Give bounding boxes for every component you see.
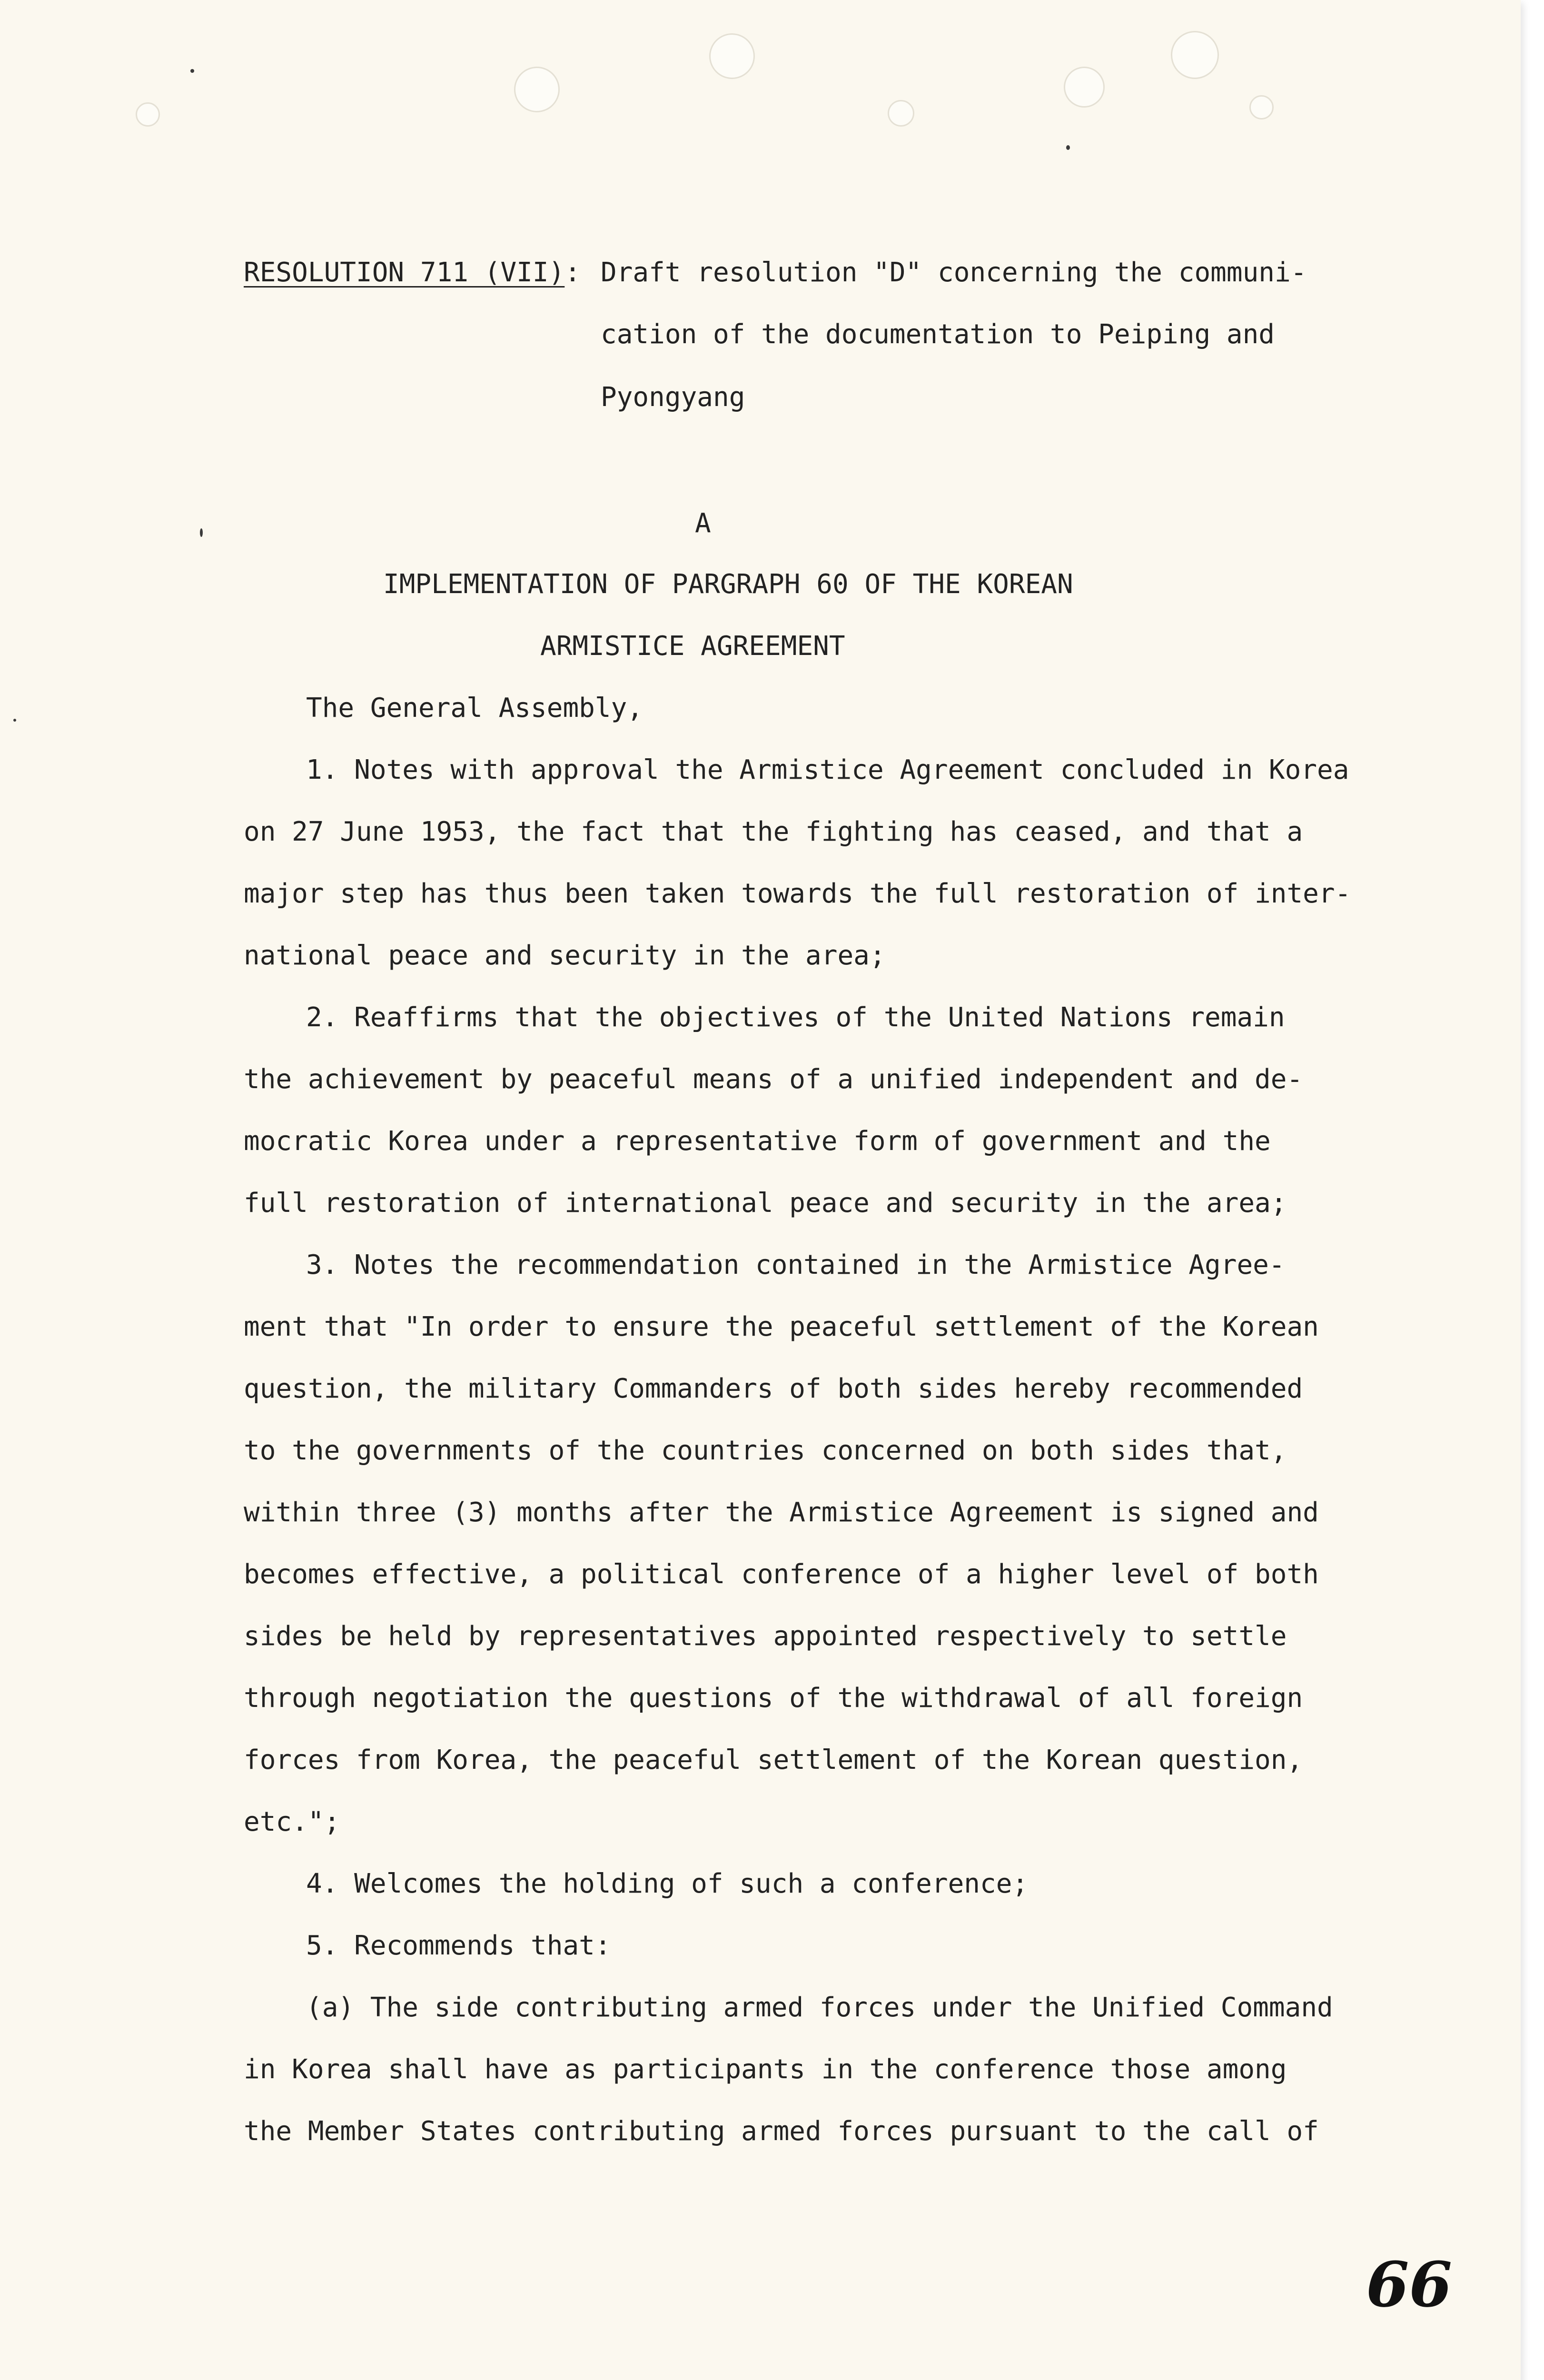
paragraph-line: 1. Notes with approval the Armistice Agreement concluded in Korea — [306, 754, 1349, 785]
paragraph-line: forces from Korea, the peaceful settlement of the Korean question, — [244, 1745, 1303, 1775]
paragraph-line: the Member States contributing armed forces pursuant to the call of — [244, 2116, 1319, 2147]
paragraph-line: (a) The side contributing armed forces under the Unified Command — [306, 1992, 1333, 2023]
resolution-title-line: cation of the documentation to Peiping and — [601, 319, 1275, 350]
paragraph-line: in Korea shall have as participants in the conference those among — [244, 2054, 1287, 2085]
paragraph-line: sides be held by representatives appointed respectively to settle — [244, 1621, 1287, 1652]
paragraph-line: etc."; — [244, 1806, 340, 1837]
paragraph-line: 2. Reaffirms that the objectives of the United Nations remain — [306, 1002, 1285, 1033]
paragraph-line: to the governments of the countries concerned on both sides that, — [244, 1435, 1287, 1466]
page-number: 66 — [1366, 2248, 1452, 2321]
preamble: The General Assembly, — [306, 693, 643, 724]
paragraph-line: question, the military Commanders of both sides hereby recommended — [244, 1373, 1303, 1404]
paragraph-line: on 27 June 1953, the fact that the fighting has ceased, and that a — [244, 816, 1303, 847]
paragraph-line: through negotiation the questions of the withdrawal of all foreign — [244, 1683, 1303, 1714]
resolution-label: RESOLUTION 711 (VII) — [244, 257, 565, 288]
paragraph-line: 3. Notes the recommendation contained in the Armistice Agree- — [306, 1250, 1285, 1280]
paragraph-line: full restoration of international peace and security in the area; — [244, 1188, 1287, 1219]
paragraph-line: becomes effective, a political conference of a higher level of both — [244, 1559, 1319, 1590]
paragraph-line: ment that "In order to ensure the peaceful settlement of the Korean — [244, 1311, 1319, 1342]
paragraph-line: 4. Welcomes the holding of such a conference; — [306, 1868, 1029, 1899]
paragraph-line: 5. Recommends that: — [306, 1930, 611, 1961]
resolution-heading-row — [244, 259, 581, 286]
section-title-line: IMPLEMENTATION OF PARGRAPH 60 OF THE KOREAN — [383, 569, 1073, 600]
paragraph-line: national peace and security in the area; — [244, 940, 886, 971]
resolution-title-line: Draft resolution "D" concerning the communi- — [601, 257, 1307, 288]
resolution-colon: : — [564, 257, 581, 288]
section-letter: A — [695, 508, 711, 539]
paragraph-line: major step has thus been taken towards the full restoration of inter- — [244, 878, 1351, 909]
paragraph-line: mocratic Korea under a representative form of government and the — [244, 1126, 1271, 1157]
resolution-title-line: Pyongyang — [601, 382, 745, 413]
paragraph-line: within three (3) months after the Armistice Agreement is signed and — [244, 1497, 1319, 1528]
section-title-line: ARMISTICE AGREEMENT — [540, 631, 845, 662]
paragraph-line: the achievement by peaceful means of a unified independent and de- — [244, 1064, 1303, 1095]
